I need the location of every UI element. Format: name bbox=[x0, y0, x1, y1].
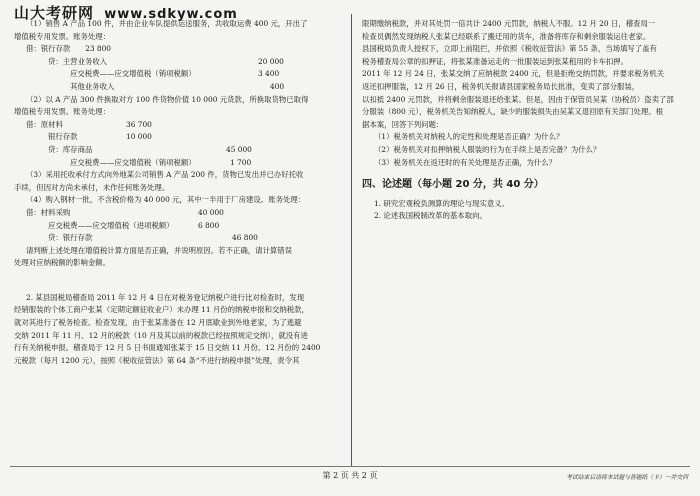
entry-account: 贷：主营业务收入 bbox=[48, 56, 108, 66]
entry-row bbox=[14, 131, 344, 144]
entry-account: 借：材料采购 bbox=[26, 207, 71, 217]
text-line: 据本案，回答下列问题： bbox=[362, 119, 444, 129]
entry-account: 银行存款 bbox=[48, 132, 78, 142]
essay-question: 1. 研究宏观税负测算的理论与现实意义。 bbox=[374, 198, 510, 208]
footer-note: 考试结束后请将本试题与答题纸（卡）一并交回 bbox=[566, 475, 688, 481]
text-line: 处理对应纳税额的影响金额。 bbox=[14, 258, 111, 268]
entry-amount: 36 700 bbox=[126, 119, 152, 129]
text-line: 手续，但因对方尚未承付，未作任何账务处理。 bbox=[14, 182, 170, 192]
entry-amount: 46 800 bbox=[232, 233, 258, 243]
text-line: 以扣抵 2400 元罚款，并将剩余服装退还给张某。但是，因由于保管员吴某（协税员）盗卖了部 bbox=[362, 94, 674, 104]
entry-amount: 40 000 bbox=[198, 207, 224, 217]
text-line: 税务稽查局公章的扣押证，将张某准备运走的一批服装运到张某租用的卡车扣押。 bbox=[362, 56, 629, 66]
entry-amount: 1 700 bbox=[230, 157, 252, 167]
sub-question: （1）税务机关对纳税人的定性和处理是否正确？为什么？ bbox=[374, 132, 564, 142]
entry-account: 贷：银行存款 bbox=[48, 233, 93, 243]
section-title: 四、论述题（每小题 20 分，共 40 分） bbox=[362, 179, 544, 191]
entry-row bbox=[14, 81, 344, 94]
entry-account: 贷：库存商品 bbox=[48, 144, 93, 154]
entry-account: 其他业务收入 bbox=[70, 81, 115, 91]
logo-url: www.sdkyw.com bbox=[104, 7, 238, 22]
question-2-line: 元税款（每月 1200 元），按照《税收征管法》第 64 条“不进行纳税申报”处理，责令其 bbox=[14, 355, 300, 365]
text-line: 返还扣押服装，12 月 26 日，税务机关报请县国家税务局长批准，变卖了部分服装， bbox=[362, 81, 640, 91]
text-line: 请判断上述处理在增值税计算方面是否正确，并说明原因。若不正确，请计算错误 bbox=[26, 245, 293, 255]
left-column bbox=[14, 18, 344, 367]
entry-row bbox=[14, 68, 344, 81]
page-number: 第 2 页 共 2 页 bbox=[322, 471, 378, 480]
entry-account: 应交税费——应交增值税（销项税额） bbox=[70, 157, 196, 167]
footer-rule bbox=[10, 466, 690, 467]
entry-row bbox=[14, 144, 344, 157]
text-line: 县国税局负责人授权下，立即上前阻拦，并依照《税收征管法》第 55 条，当场填写了盖有 bbox=[362, 44, 657, 54]
text-line: 检查员偶然发现纳税人张某已经联系了搬迁用的货车，准备将库存和剩余服装运往老家。 bbox=[362, 31, 651, 41]
entry-amount: 20 000 bbox=[258, 56, 284, 66]
question-2-line: 行有关纳税申报。稽查局于 12 月 5 日书面通知张某于 15 日交纳 11 月份、12 月份的 2400 bbox=[14, 343, 321, 353]
text-line: 增值税专用发票。账务处理： bbox=[14, 107, 111, 117]
entry-row bbox=[14, 207, 344, 220]
entry-account: 应交税费——应交增值税（销项税额） bbox=[70, 69, 196, 79]
entry-row bbox=[14, 119, 344, 132]
column-divider bbox=[351, 14, 352, 466]
entry-amount: 45 000 bbox=[226, 144, 252, 154]
sub-question: （3）税务机关在返还时的有关处理是否正确，为什么？ bbox=[374, 157, 557, 167]
text-line: （2）以 A 产品 300 件换取对方 100 件货物价值 10 000 元货款，所换取货物已取得 bbox=[26, 94, 309, 104]
text-line: （4）购入钢材一批，不含税价格为 40 000 元，其中一半用于厂房建设。账务处理： bbox=[26, 195, 306, 205]
entry-row bbox=[14, 157, 344, 170]
sub-question: （2）税务机关对扣押纳税人服装的行为在手续上是否完备？为什么？ bbox=[374, 144, 601, 154]
entry-amount: 400 bbox=[270, 81, 285, 91]
question-2-line: 交纳 2011 年 11 月、12 月的税款（10 月及其以前的税款已经按照规定交纳），就没有进 bbox=[14, 330, 308, 340]
text-line: （1）销售 A 产品 100 件，并由企业车队提供运送服务，共收取运费 400 元，开出了 bbox=[26, 19, 308, 28]
text-line: 限期缴纳税款，并对其处罚一倍共计 2400 元罚款，纳税人不服。12 月 20 日，稽查局一 bbox=[362, 19, 656, 28]
entry-row bbox=[14, 232, 344, 245]
entry-amount: 6 800 bbox=[198, 220, 220, 230]
logo-text: 山大考研网 bbox=[14, 4, 95, 22]
question-2-line: 经销服装的个体工商户张某（定期定额征收业户）未办理 11 月份的纳税申报和交纳税款， bbox=[14, 305, 309, 315]
right-column bbox=[362, 18, 688, 223]
text-line: 增值税专用发票。账务处理： bbox=[14, 31, 111, 41]
entry-amount: 10 000 bbox=[126, 132, 152, 142]
text-line: 分服装（800 元），税务机关告知纳税人，缺少的服装损失由吴某又退回原有关部门处理。根 bbox=[362, 107, 663, 117]
entry-row bbox=[14, 220, 344, 233]
text-line: （3）采用托收承付方式向外地某公司销售 A 产品 200 件，货物已发出并已办好托收 bbox=[26, 170, 304, 180]
question-2-line: 就对其进行了税务检查。检查发现，由于张某准备在 12 月底歇业到外地老家，为了逃避 bbox=[14, 318, 302, 328]
text-line: 2011 年 12 月 24 日，张某交纳了应纳税款 2400 元，但是拒绝交纳罚款，并要求税务机关 bbox=[362, 69, 664, 79]
essay-question: 2. 论述我国税制改革的基本取向。 bbox=[374, 211, 487, 221]
question-2-line: 2. 某县国税局稽查局 2011 年 12 月 4 日在对税务登记纳税户进行比对检查时，发现 bbox=[26, 292, 305, 302]
entry-line: 借：银行存款 23 800 bbox=[26, 44, 111, 54]
entry-account: 借：原材料 bbox=[26, 119, 63, 129]
entry-row bbox=[14, 56, 344, 69]
entry-amount: 3 400 bbox=[258, 69, 280, 79]
entry-account: 应交税费——应交增值税（进项税额） bbox=[48, 220, 174, 230]
